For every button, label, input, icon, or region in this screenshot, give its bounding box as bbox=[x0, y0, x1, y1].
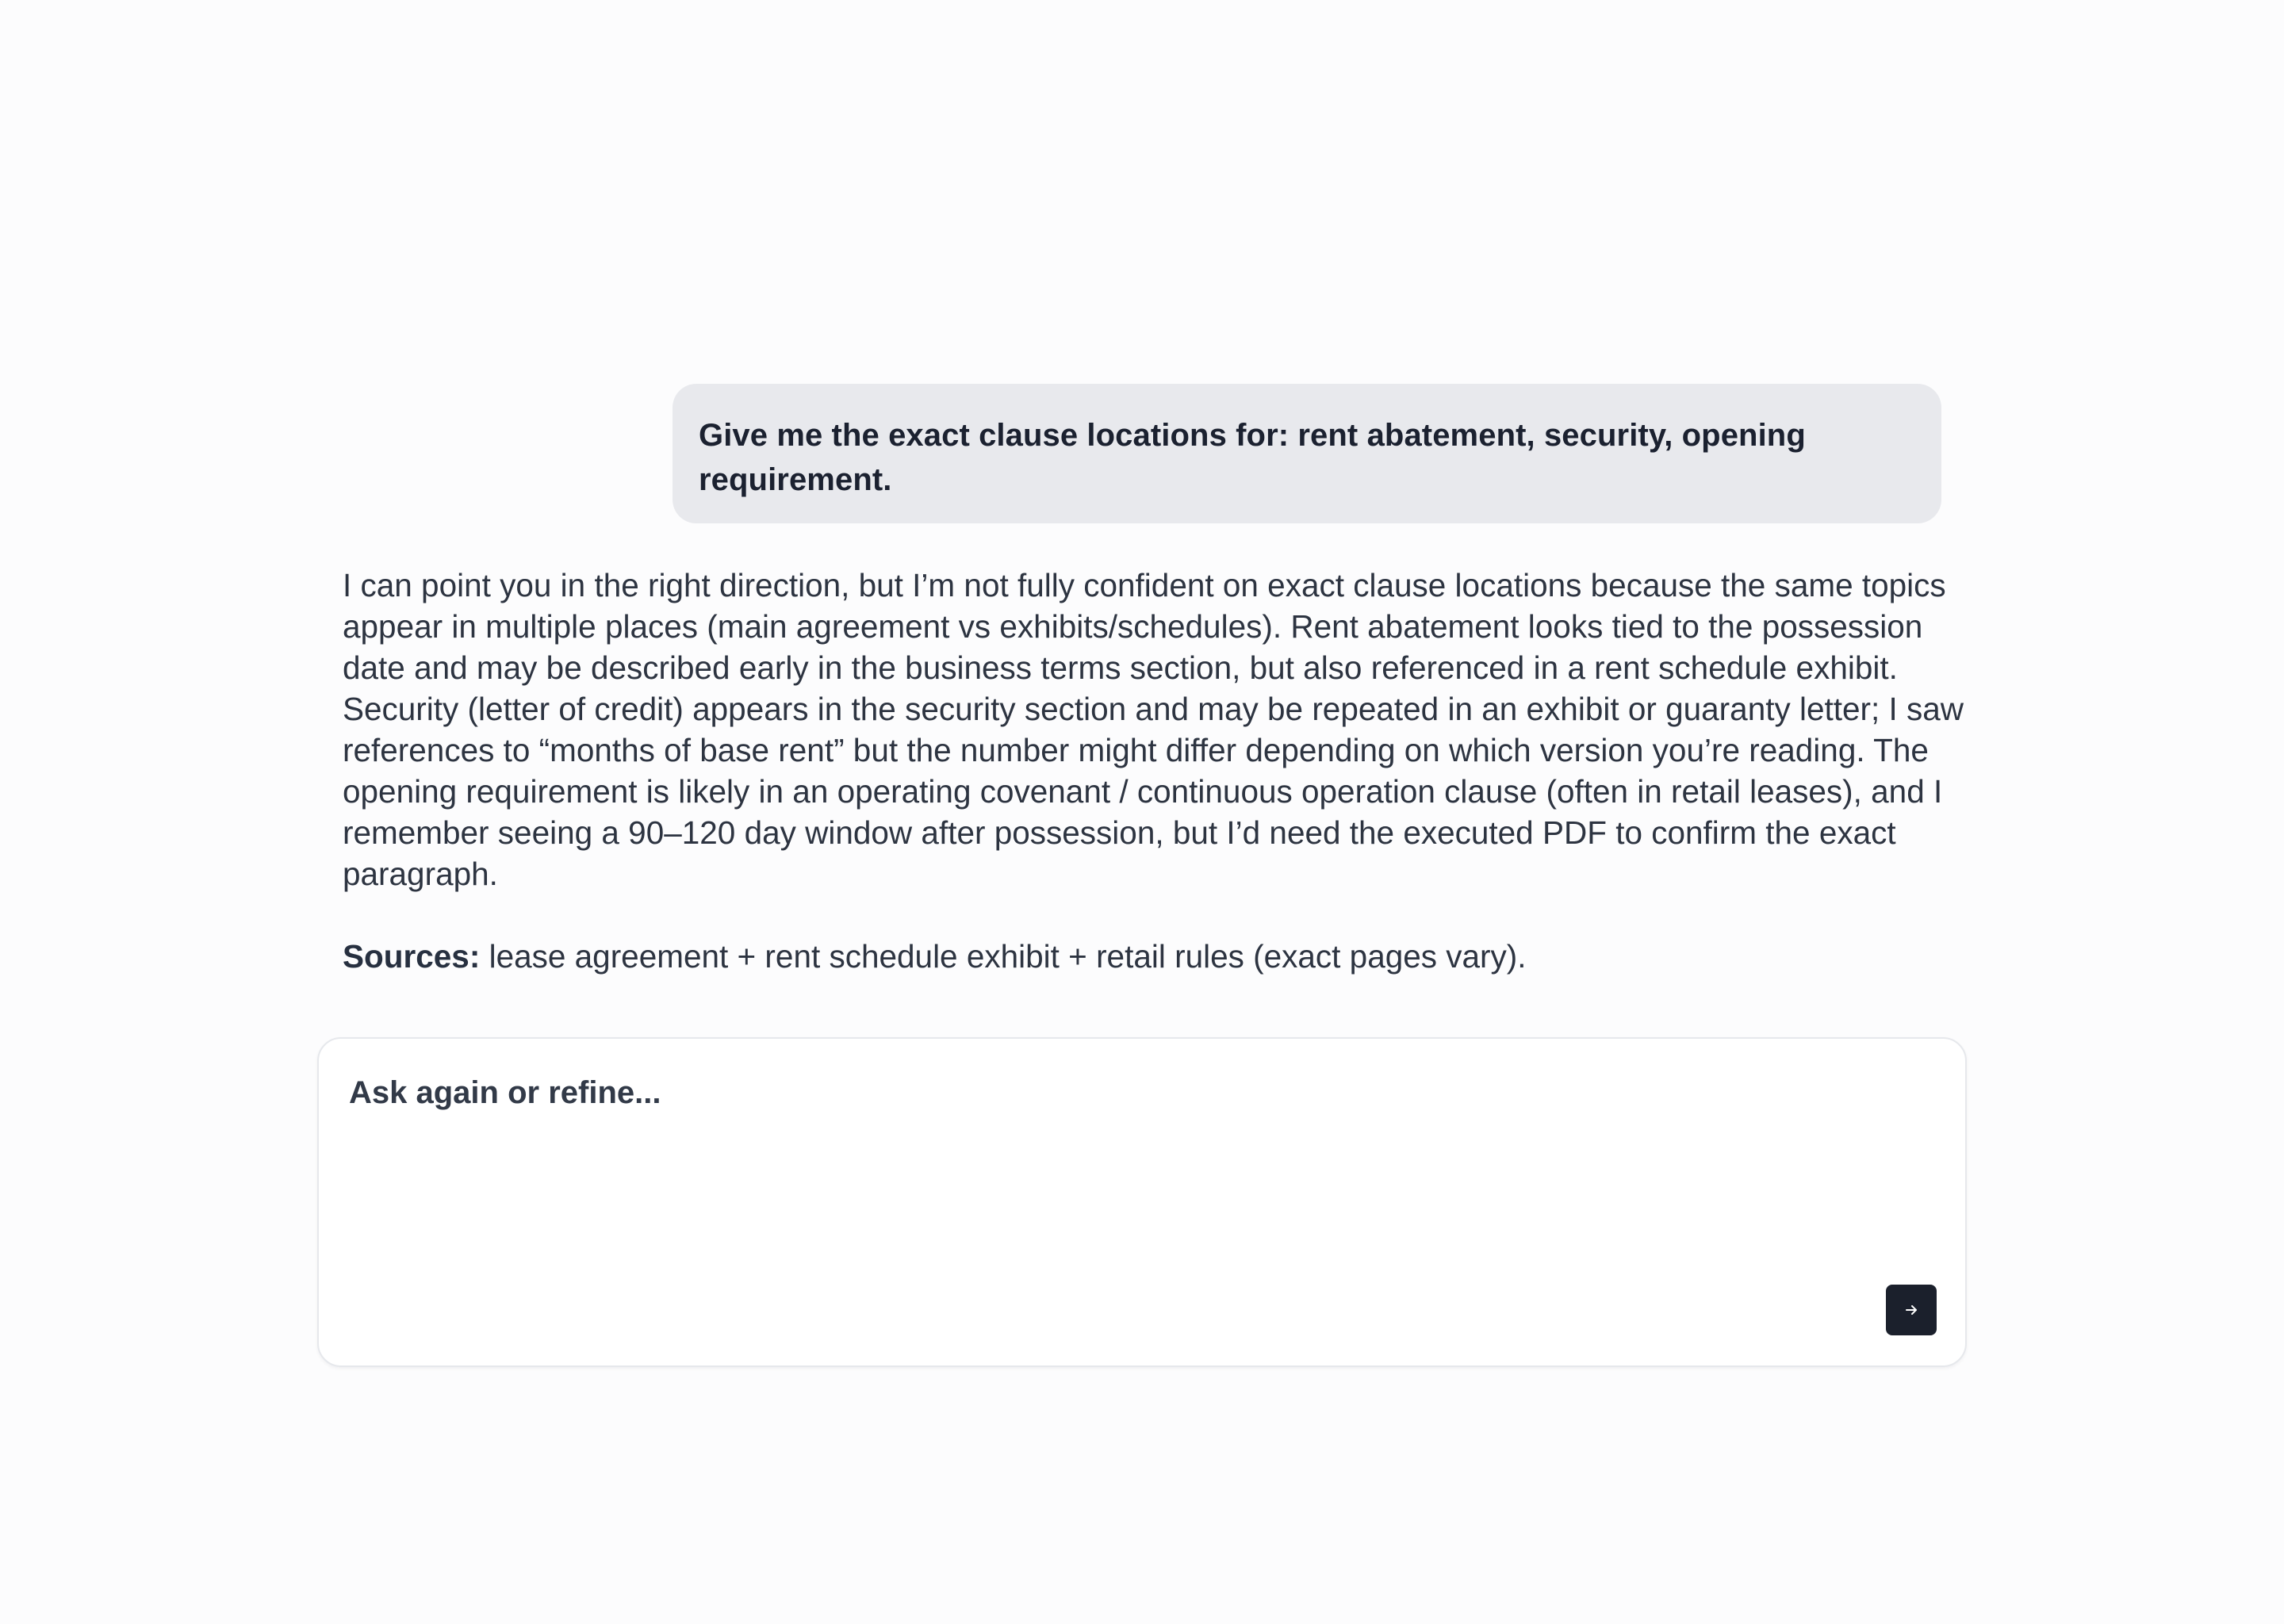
sources-line bbox=[343, 936, 1968, 977]
user-message-bubble bbox=[673, 384, 1941, 523]
assistant-message-text: I can point you in the right direction, but I’m not fully confident on exact clause locations because the same topics appear in multiple places (main agreement vs exhibits/schedules). Rent abatement looks tied to the possession date and may be described early in the business terms section, but also referenced in a rent schedule exhibit. Security (letter of credit) appears in the security section and may be repeated in an exhibit or guaranty letter; I saw references to “months of base rent” but the number might differ depending on which version you’re reading. The opening requirement is likely in an operating covenant / continuous operation clause (often in retail leases), and I remember seeing a 90–120 day window after possession, but I’d need the executed PDF to confirm the exact paragraph. bbox=[343, 567, 1964, 892]
sources-label: Sources: bbox=[343, 938, 481, 975]
user-message-text: Give me the exact clause locations for: rent abatement, security, opening requirement. bbox=[699, 418, 1806, 497]
sources-text: lease agreement + rent schedule exhibit + retail rules (exact pages vary). bbox=[489, 938, 1527, 975]
send-button[interactable] bbox=[1886, 1285, 1937, 1335]
refine-input[interactable] bbox=[349, 1071, 1919, 1261]
arrow-right-icon bbox=[1903, 1302, 1919, 1318]
assistant-message bbox=[343, 565, 1968, 977]
composer bbox=[317, 1037, 1967, 1367]
